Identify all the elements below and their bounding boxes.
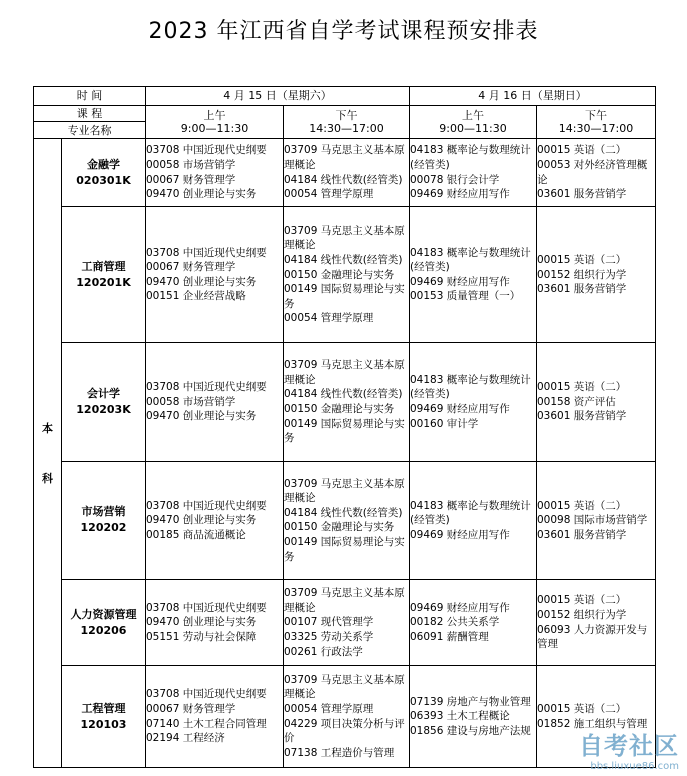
course-item: 09469 财经应用写作 bbox=[410, 188, 510, 201]
course-item: 00054 管理学原理 bbox=[284, 312, 374, 325]
slot-header bbox=[537, 105, 656, 138]
course-item: 07140 土木工程合同管理 bbox=[146, 717, 267, 730]
course-item: 00098 国际市场营销学 bbox=[537, 514, 648, 527]
course-item: 03708 中国近现代史纲要 bbox=[146, 381, 267, 394]
table-row bbox=[34, 666, 656, 768]
course-item: 07138 工程造价与管理 bbox=[284, 746, 395, 759]
course-cell bbox=[537, 580, 656, 666]
course-item: 00107 现代管理学 bbox=[284, 616, 374, 629]
slot-time: 9:00—11:30 bbox=[180, 121, 249, 135]
course-item: 00150 金融理论与实务 bbox=[284, 521, 395, 534]
course-item: 04183 概率论与数理统计(经管类) bbox=[410, 144, 531, 172]
course-item: 00015 英语（二） bbox=[537, 381, 627, 394]
major-cell bbox=[62, 207, 146, 343]
slot-name: 下午 bbox=[335, 108, 358, 122]
watermark-brand: 自考社区 bbox=[579, 732, 679, 760]
course-item: 09470 创业理论与实务 bbox=[146, 616, 257, 629]
course-item: 03601 服务营销学 bbox=[537, 410, 627, 423]
major-name: 市场营销 bbox=[81, 505, 126, 519]
course-item: 04183 概率论与数理统计(经管类) bbox=[410, 499, 531, 527]
schedule-table bbox=[33, 86, 656, 768]
major-cell bbox=[62, 580, 146, 666]
course-item: 09469 财经应用写作 bbox=[410, 403, 510, 416]
course-item: 00158 资产评估 bbox=[537, 395, 616, 408]
course-item: 00058 市场营销学 bbox=[146, 395, 236, 408]
course-item: 04184 线性代数(经管类) bbox=[284, 506, 403, 519]
course-item: 00067 财务管理学 bbox=[146, 261, 236, 274]
day1-label: 4 月 15 日（星期六） bbox=[146, 87, 410, 106]
course-item: 00182 公共关系学 bbox=[410, 616, 500, 629]
course-item: 09470 创业理论与实务 bbox=[146, 188, 257, 201]
course-item: 06091 薪酬管理 bbox=[410, 630, 489, 643]
slot-name: 下午 bbox=[585, 108, 607, 122]
course-cell bbox=[537, 207, 656, 343]
major-code: 120103 bbox=[80, 717, 127, 731]
course-item: 00058 市场营销学 bbox=[146, 159, 236, 172]
course-cell bbox=[146, 461, 284, 579]
time-label: 时 间 bbox=[34, 87, 146, 106]
course-item: 06093 人力资源开发与管理 bbox=[537, 623, 648, 651]
table-row bbox=[34, 207, 656, 343]
course-item: 00149 国际贸易理论与实务 bbox=[284, 417, 405, 445]
course-item: 09470 创业理论与实务 bbox=[146, 275, 257, 288]
major-cell bbox=[62, 666, 146, 768]
course-cell bbox=[284, 343, 410, 461]
major-name: 工商管理 bbox=[81, 259, 126, 273]
major-cell bbox=[62, 461, 146, 579]
course-item: 02194 工程经济 bbox=[146, 732, 225, 745]
course-item: 03708 中国近现代史纲要 bbox=[146, 688, 267, 701]
course-item: 04184 线性代数(经管类) bbox=[284, 388, 403, 401]
watermark-url: bbs.liuxue86.com bbox=[590, 761, 679, 772]
course-item: 04229 项目决策分析与评价 bbox=[284, 717, 405, 745]
course-item: 03709 马克思主义基本原理概论 bbox=[284, 359, 405, 386]
course-item: 00152 组织行为学 bbox=[537, 609, 627, 622]
course-item: 00054 管理学原理 bbox=[284, 188, 374, 201]
slot-header bbox=[284, 105, 410, 138]
major-name: 人力资源管理 bbox=[70, 607, 137, 621]
table-row bbox=[34, 461, 656, 579]
course-cell bbox=[284, 138, 410, 207]
course-item: 00015 英语（二） bbox=[537, 594, 627, 607]
slot-time: 14:30—17:00 bbox=[309, 121, 384, 135]
course-item: 00067 财务管理学 bbox=[146, 703, 236, 716]
course-item: 06393 土木工程概论 bbox=[410, 710, 510, 723]
course-item: 04183 概率论与数理统计(经管类) bbox=[410, 373, 531, 401]
course-item: 03709 马克思主义基本原理概论 bbox=[284, 673, 405, 701]
course-item: 00149 国际贸易理论与实务 bbox=[284, 283, 405, 310]
major-code: 120201K bbox=[76, 275, 131, 289]
course-item: 00053 对外经济管理概论 bbox=[537, 159, 648, 186]
header-row-course bbox=[34, 105, 656, 122]
major-cell bbox=[62, 343, 146, 461]
course-cell bbox=[410, 666, 537, 768]
table-row bbox=[34, 343, 656, 461]
course-cell bbox=[146, 207, 284, 343]
watermark bbox=[579, 726, 679, 772]
table-row bbox=[34, 580, 656, 666]
major-name: 会计学 bbox=[87, 387, 120, 401]
major-code: 120206 bbox=[80, 623, 127, 637]
slot-time: 9:00—11:30 bbox=[439, 121, 507, 135]
major-code: 020301K bbox=[76, 173, 131, 187]
major-label: 专业名称 bbox=[34, 122, 146, 139]
course-item: 03708 中国近现代史纲要 bbox=[146, 246, 267, 259]
course-cell bbox=[410, 461, 537, 579]
course-item: 03325 劳动关系学 bbox=[284, 630, 374, 643]
slot-header bbox=[410, 105, 537, 138]
course-item: 05151 劳动与社会保障 bbox=[146, 630, 257, 643]
course-cell bbox=[284, 666, 410, 768]
course-item: 01852 施工组织与管理 bbox=[537, 717, 648, 730]
course-item: 00150 金融理论与实务 bbox=[284, 403, 395, 416]
course-item: 03601 服务营销学 bbox=[537, 188, 627, 201]
course-item: 03708 中国近现代史纲要 bbox=[146, 499, 267, 512]
course-item: 00015 英语（二） bbox=[537, 144, 627, 157]
course-cell bbox=[410, 580, 537, 666]
course-cell bbox=[410, 138, 537, 207]
course-item: 00150 金融理论与实务 bbox=[284, 268, 395, 281]
course-cell bbox=[537, 343, 656, 461]
major-code: 120202 bbox=[80, 521, 127, 535]
course-item: 00152 组织行为学 bbox=[537, 268, 627, 281]
level-char: 本 bbox=[42, 421, 53, 435]
course-cell bbox=[284, 461, 410, 579]
course-item: 00160 审计学 bbox=[410, 417, 479, 430]
day2-label: 4 月 16 日（星期日） bbox=[410, 87, 656, 106]
course-item: 09469 财经应用写作 bbox=[410, 275, 510, 288]
header-row-time bbox=[34, 87, 656, 106]
course-item: 00015 英语（二） bbox=[537, 703, 627, 716]
course-item: 07139 房地产与物业管理 bbox=[410, 695, 531, 708]
course-cell bbox=[537, 138, 656, 207]
course-cell bbox=[146, 138, 284, 207]
course-item: 09470 创业理论与实务 bbox=[146, 514, 257, 527]
course-item: 00185 商品流通概论 bbox=[146, 528, 246, 541]
course-item: 09469 财经应用写作 bbox=[410, 528, 510, 541]
course-item: 03601 服务营销学 bbox=[537, 528, 627, 541]
course-item: 01856 建设与房地产法规 bbox=[410, 724, 531, 737]
course-cell bbox=[410, 207, 537, 343]
course-item: 04184 线性代数(经管类) bbox=[284, 253, 403, 266]
course-cell bbox=[146, 666, 284, 768]
course-item: 03709 马克思主义基本原理概论 bbox=[284, 477, 405, 505]
slot-header bbox=[146, 105, 284, 138]
course-item: 03709 马克思主义基本原理概论 bbox=[284, 587, 405, 614]
major-code: 120203K bbox=[76, 403, 131, 417]
course-item: 03709 马克思主义基本原理概论 bbox=[284, 144, 405, 172]
course-cell bbox=[146, 343, 284, 461]
level-cell bbox=[34, 138, 62, 767]
course-cell bbox=[410, 343, 537, 461]
course-cell bbox=[537, 461, 656, 579]
course-cell bbox=[284, 580, 410, 666]
slot-name: 上午 bbox=[462, 108, 484, 122]
course-item: 09469 财经应用写作 bbox=[410, 601, 510, 614]
course-item: 04184 线性代数(经管类) bbox=[284, 173, 403, 186]
course-item: 03708 中国近现代史纲要 bbox=[146, 601, 267, 614]
course-item: 00078 银行会计学 bbox=[410, 173, 500, 186]
course-item: 03708 中国近现代史纲要 bbox=[146, 144, 267, 157]
course-item: 00153 质量管理（一） bbox=[410, 290, 521, 303]
course-item: 00067 财务管理学 bbox=[146, 173, 236, 186]
course-item: 00054 管理学原理 bbox=[284, 703, 374, 716]
slot-name: 上午 bbox=[203, 108, 226, 122]
course-label: 课 程 bbox=[34, 105, 146, 122]
course-item: 09470 创业理论与实务 bbox=[146, 410, 257, 423]
slot-time: 14:30—17:00 bbox=[558, 121, 634, 135]
page-title: 2023 年江西省自学考试课程预安排表 bbox=[148, 19, 539, 44]
course-cell bbox=[284, 207, 410, 343]
course-item: 00015 英语（二） bbox=[537, 253, 627, 266]
course-item: 03709 马克思主义基本原理概论 bbox=[284, 224, 405, 252]
level-char: 科 bbox=[42, 471, 53, 485]
table-row bbox=[34, 138, 656, 207]
course-item: 00015 英语（二） bbox=[537, 499, 627, 512]
major-cell bbox=[62, 138, 146, 207]
major-name: 工程管理 bbox=[81, 701, 126, 715]
major-name: 金融学 bbox=[87, 157, 120, 171]
course-cell bbox=[146, 580, 284, 666]
course-item: 00149 国际贸易理论与实务 bbox=[284, 535, 405, 563]
course-item: 04183 概率论与数理统计(经管类) bbox=[410, 246, 531, 274]
course-item: 00151 企业经营战略 bbox=[146, 290, 246, 303]
course-item: 03601 服务营销学 bbox=[537, 283, 627, 296]
course-item: 00261 行政法学 bbox=[284, 645, 363, 658]
